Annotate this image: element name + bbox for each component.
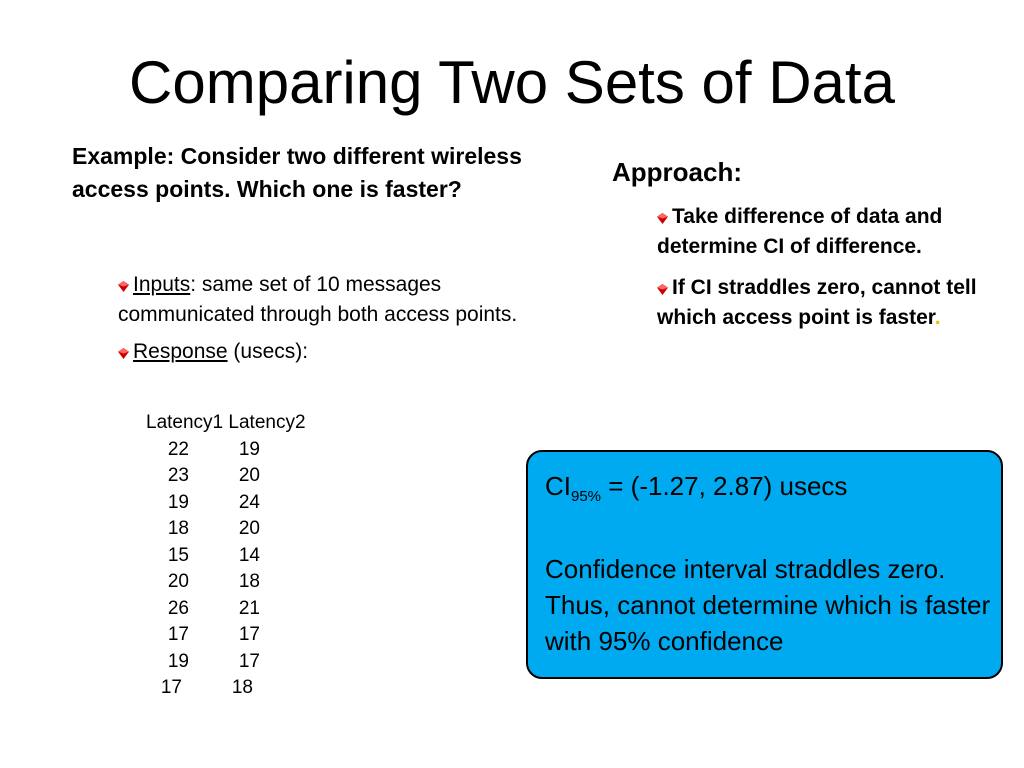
- approach-bullet-1: [657, 202, 1017, 262]
- slide-title: Comparing Two Sets of Data: [129, 49, 895, 116]
- ci-subscript: 95%: [571, 488, 602, 506]
- response-text: (usecs):: [227, 340, 309, 363]
- example-text: Example: Consider two different wireless access points. Which one is faster?: [72, 143, 522, 202]
- red-gem-bullet-icon: [118, 348, 129, 359]
- ci-conclusion-text: Thus, cannot determine which is faster with 95% confidence: [545, 590, 991, 657]
- latency1-cell: 17: [160, 677, 182, 698]
- ci-value: = (-1.27, 2.87) usecs: [601, 471, 848, 501]
- latency1-cell: 22: [167, 438, 189, 460]
- table-row: [146, 622, 306, 649]
- table-row: [146, 569, 306, 596]
- latency1-cell: 23: [167, 465, 189, 486]
- ci-line: [545, 468, 1001, 515]
- approach-bullet-list: [657, 202, 1017, 344]
- table-row: [146, 543, 306, 570]
- latency2-cell: 14: [238, 544, 260, 566]
- latency2-cell: 18: [231, 677, 253, 698]
- latency1-cell: 20: [167, 571, 189, 592]
- inputs-bullet: [118, 270, 548, 330]
- latency2-cell: 18: [238, 571, 260, 592]
- ci-label: CI: [545, 471, 571, 501]
- latency1-cell: 19: [167, 491, 189, 513]
- table-row: [146, 490, 306, 517]
- approach-bullet-1-text: Take difference of data and determine CI of difference.: [657, 205, 943, 258]
- red-gem-bullet-icon: [657, 213, 668, 224]
- table-row: [146, 516, 306, 543]
- red-gem-bullet-icon: [118, 281, 129, 292]
- latency1-cell: 19: [167, 650, 189, 672]
- table-row: [146, 649, 306, 676]
- latency1-header: Latency1: [146, 412, 224, 433]
- latency1-cell: 17: [167, 624, 189, 645]
- table-row: [146, 463, 306, 490]
- left-bullet-list: [118, 270, 548, 374]
- latency2-cell: 20: [238, 465, 260, 486]
- latency-table: [146, 410, 306, 702]
- inputs-label: Inputs: [133, 273, 191, 296]
- latency2-cell: 19: [238, 438, 260, 460]
- latency2-cell: 24: [238, 491, 260, 513]
- latency2-header: Latency2: [228, 412, 306, 433]
- latency2-cell: 20: [238, 518, 260, 539]
- approach-bullet-2: [657, 273, 1017, 333]
- table-row: [146, 596, 306, 623]
- response-label: Response: [133, 340, 228, 363]
- table-row: [146, 437, 306, 464]
- table-row: [139, 675, 306, 702]
- latency2-cell: 17: [238, 650, 260, 672]
- latency1-cell: 15: [167, 544, 189, 566]
- latency1-cell: 18: [167, 518, 189, 539]
- response-bullet: [118, 337, 548, 367]
- approach-heading: Approach:: [612, 157, 742, 187]
- confidence-interval-box: [526, 450, 1003, 679]
- latency-header-row: [146, 410, 306, 437]
- red-gem-bullet-icon: [657, 284, 668, 295]
- latency2-cell: 17: [238, 624, 260, 645]
- inputs-text: : same set of 10 messages communicated through both access points.: [118, 273, 518, 326]
- latency2-cell: 21: [238, 597, 260, 619]
- latency1-cell: 26: [167, 597, 189, 619]
- approach-bullet-2-period: .: [934, 306, 941, 329]
- ci-straddles-text: Confidence interval straddles zero.: [545, 554, 946, 585]
- approach-bullet-2-text: If CI straddles zero, cannot tell which access point is faster: [657, 276, 977, 329]
